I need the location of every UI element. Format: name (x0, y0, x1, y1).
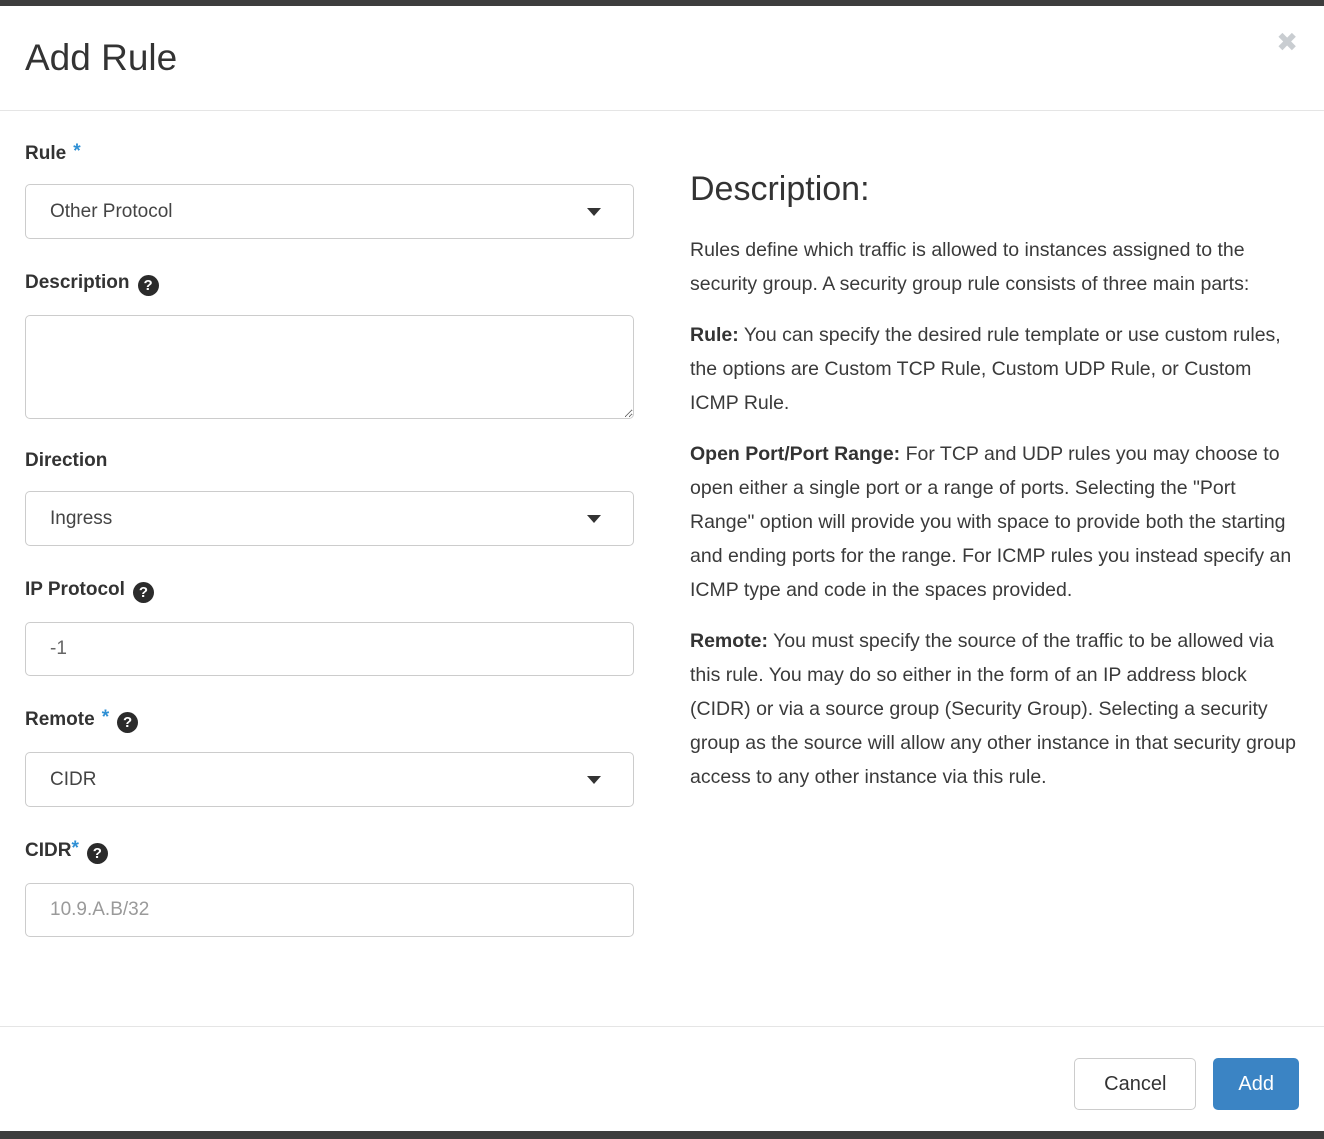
modal-footer (0, 1026, 1324, 1131)
description-textarea[interactable] (25, 315, 634, 419)
remote-field (25, 709, 634, 807)
help-paragraph: Rules define which traffic is allowed to instances assigned to the security group. A security group rule consists of three main parts: (690, 239, 1250, 295)
help-icon: ? (138, 275, 159, 296)
help-panel (690, 143, 1297, 970)
close-icon[interactable]: ✖ (1276, 28, 1298, 58)
required-asterisk: * (101, 707, 110, 728)
help-paragraph: Rule: You can specify the desired rule template or use custom rules, the options are Custom TCP Rule, Custom UDP Rule, or Custom ICMP Rule. (690, 324, 1281, 414)
help-icon: ? (117, 712, 138, 733)
remote-select-value: CIDR (50, 768, 97, 790)
help-icon: ? (87, 843, 108, 864)
help-paragraph: Open Port/Port Range: For TCP and UDP rules you may choose to open either a single port or a range of ports. Selecting the "Port Range" option will provide you with space to provide both the starting and ending ports for the range. For ICMP rules you instead specify an ICMP type and code in the spaces provided. (690, 443, 1292, 601)
chevron-down-icon (587, 208, 601, 216)
direction-select[interactable] (25, 491, 634, 546)
add-rule-form (25, 143, 634, 970)
chevron-down-icon (587, 515, 601, 523)
cancel-button[interactable]: Cancel (1074, 1058, 1196, 1110)
required-asterisk: * (71, 838, 79, 859)
rule-label: Rule * (25, 141, 81, 164)
add-button[interactable]: Add (1213, 1058, 1299, 1110)
direction-field (25, 450, 634, 546)
rule-field (25, 143, 634, 239)
cidr-field (25, 840, 634, 970)
modal-body (0, 111, 1324, 1026)
add-rule-modal (0, 6, 1324, 1131)
ip-protocol-label: IP Protocol ? (25, 579, 634, 603)
help-paragraph: Remote: You must specify the source of the traffic to be allowed via this rule. You may do so either in the form of an IP address block (CIDR) or via a source group (Security Group). Selecting a security group as the source will allow any other instance in that security group access to any other instance via this rule. (690, 630, 1296, 788)
dimmed-backdrop-bottom (0, 1131, 1324, 1139)
rule-select[interactable] (25, 184, 634, 239)
modal-header (0, 6, 1324, 111)
rule-select-value: Other Protocol (50, 200, 173, 222)
cidr-input[interactable] (25, 883, 634, 937)
help-heading: Description: (690, 170, 870, 208)
help-icon: ? (133, 582, 154, 603)
remote-select[interactable] (25, 752, 634, 807)
direction-select-value: Ingress (50, 507, 113, 529)
ip-protocol-field (25, 579, 634, 709)
chevron-down-icon (587, 776, 601, 784)
description-field (25, 272, 634, 419)
ip-protocol-input[interactable] (25, 622, 634, 676)
direction-label: Direction (25, 450, 108, 471)
cidr-label: CIDR* ? (25, 840, 634, 864)
modal-title: Add Rule (25, 37, 178, 78)
description-label: Description ? (25, 272, 634, 296)
required-asterisk: * (73, 141, 81, 162)
remote-label: Remote * ? (25, 709, 634, 733)
